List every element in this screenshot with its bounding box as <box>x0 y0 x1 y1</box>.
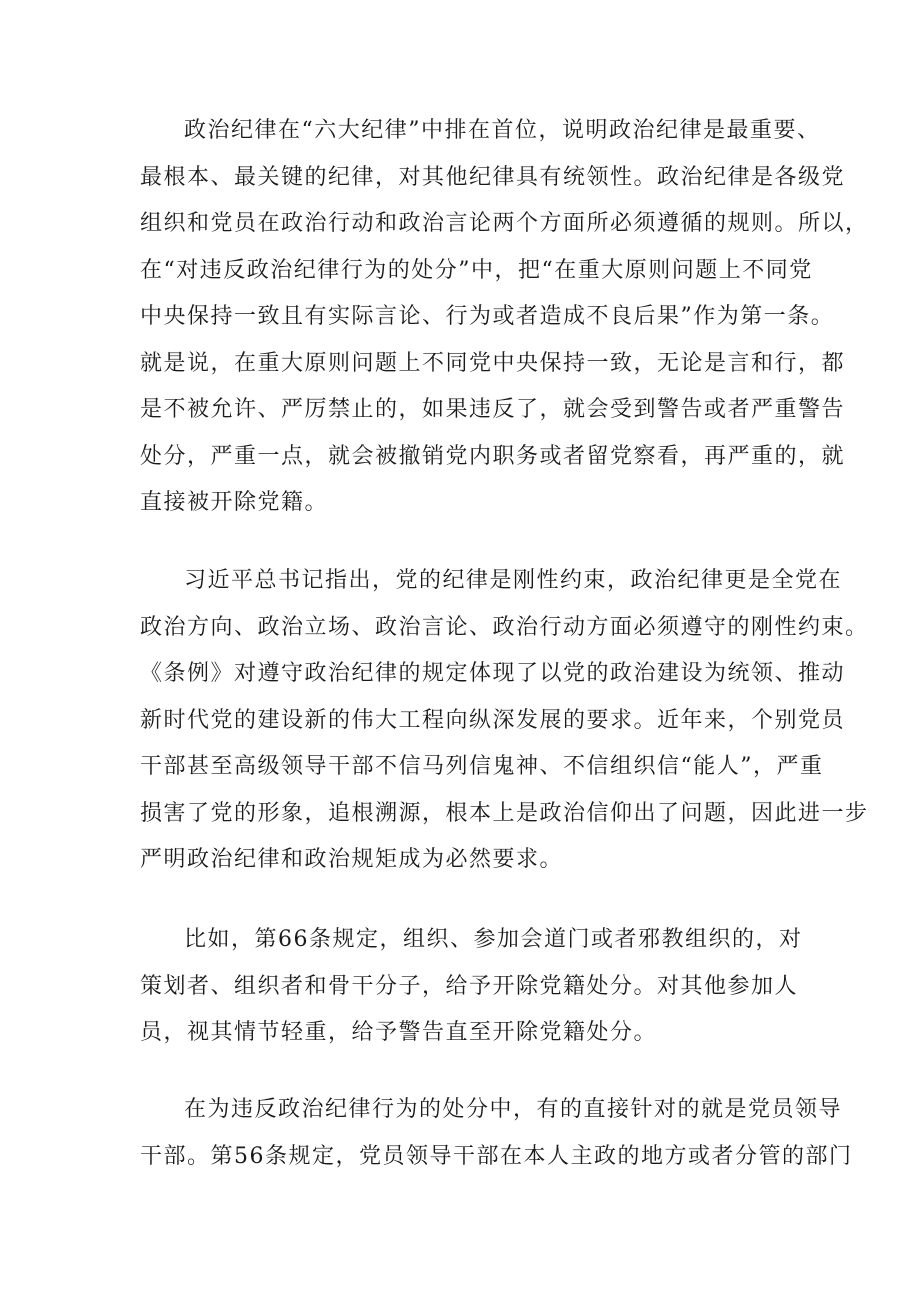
paragraph-line: 政治方向、政治立场、政治言论、政治行动方面必须遵守的刚性约束。 <box>140 614 869 640</box>
paragraph-line: 员，视其情节轻重，给予警告直至开除党籍处分。 <box>140 1020 658 1045</box>
paragraph-line: 新时代党的建设新的伟大工程向纵深发展的要求。近年来，个别党员 <box>140 707 846 733</box>
paragraph-rigid-constraint <box>140 558 869 884</box>
paragraph-line: 在“对违反政治纪律行为的处分”中，把“在重大原则问题上不同党 <box>140 257 813 283</box>
paragraph-line: 最根本、最关键的纪律，对其他纪律具有统领性。政治纪律是各级党 <box>140 164 846 190</box>
paragraph-line: 干部。第56条规定，党员领导干部在本人主政的地方或者分管的部门 <box>140 1143 853 1169</box>
paragraph-line: 组织和党员在政治行动和政治言论两个方面所必须遵循的规则。所以， <box>140 211 869 236</box>
paragraph-article-66 <box>140 917 803 1057</box>
paragraph-line: 在为违反政治纪律行为的处分中，有的直接针对的就是党员领导 <box>184 1097 843 1122</box>
paragraph-line: 政治纪律在“六大纪律”中排在首位，说明政治纪律是最重要、 <box>184 118 821 143</box>
paragraph-line: 损害了党的形象，追根溯源，根本上是政治信仰出了问题，因此进一步 <box>140 800 869 826</box>
paragraph-line: 策划者、组织者和骨干分子，给予开除党籍处分。对其他参加人 <box>140 973 799 999</box>
paragraph-line: 直接被开除党籍。 <box>140 490 329 515</box>
paragraph-line: 严明政治纪律和政治规矩成为必然要求。 <box>140 847 564 872</box>
paragraph-political-discipline-priority <box>140 108 869 527</box>
paragraph-line: 是不被允许、严厉禁止的，如果违反了，就会受到警告或者严重警告 <box>140 397 846 422</box>
paragraph-article-56 <box>140 1087 853 1180</box>
paragraph-line: 习近平总书记指出，党的纪律是刚性约束，政治纪律更是全党在 <box>184 568 843 593</box>
paragraph-line: 干部甚至高级领导干部不信马列信鬼神、不信组织信“能人”，严重 <box>140 754 824 779</box>
paragraph-line: 比如，第66条规定，组织、参加会道门或者邪教组织的，对 <box>184 927 803 952</box>
paragraph-line: 中央保持一致且有实际言论、行为或者造成不良后果”作为第一条。 <box>140 304 835 329</box>
paragraph-line: 就是说，在重大原则问题上不同党中央保持一致，无论是言和行，都 <box>140 350 846 376</box>
paragraph-line: 处分，严重一点，就会被撤销党内职务或者留党察看，再严重的，就 <box>140 443 846 469</box>
paragraph-line: 《条例》对遵守政治纪律的规定体现了以党的政治建设为统领、推动 <box>140 661 846 686</box>
